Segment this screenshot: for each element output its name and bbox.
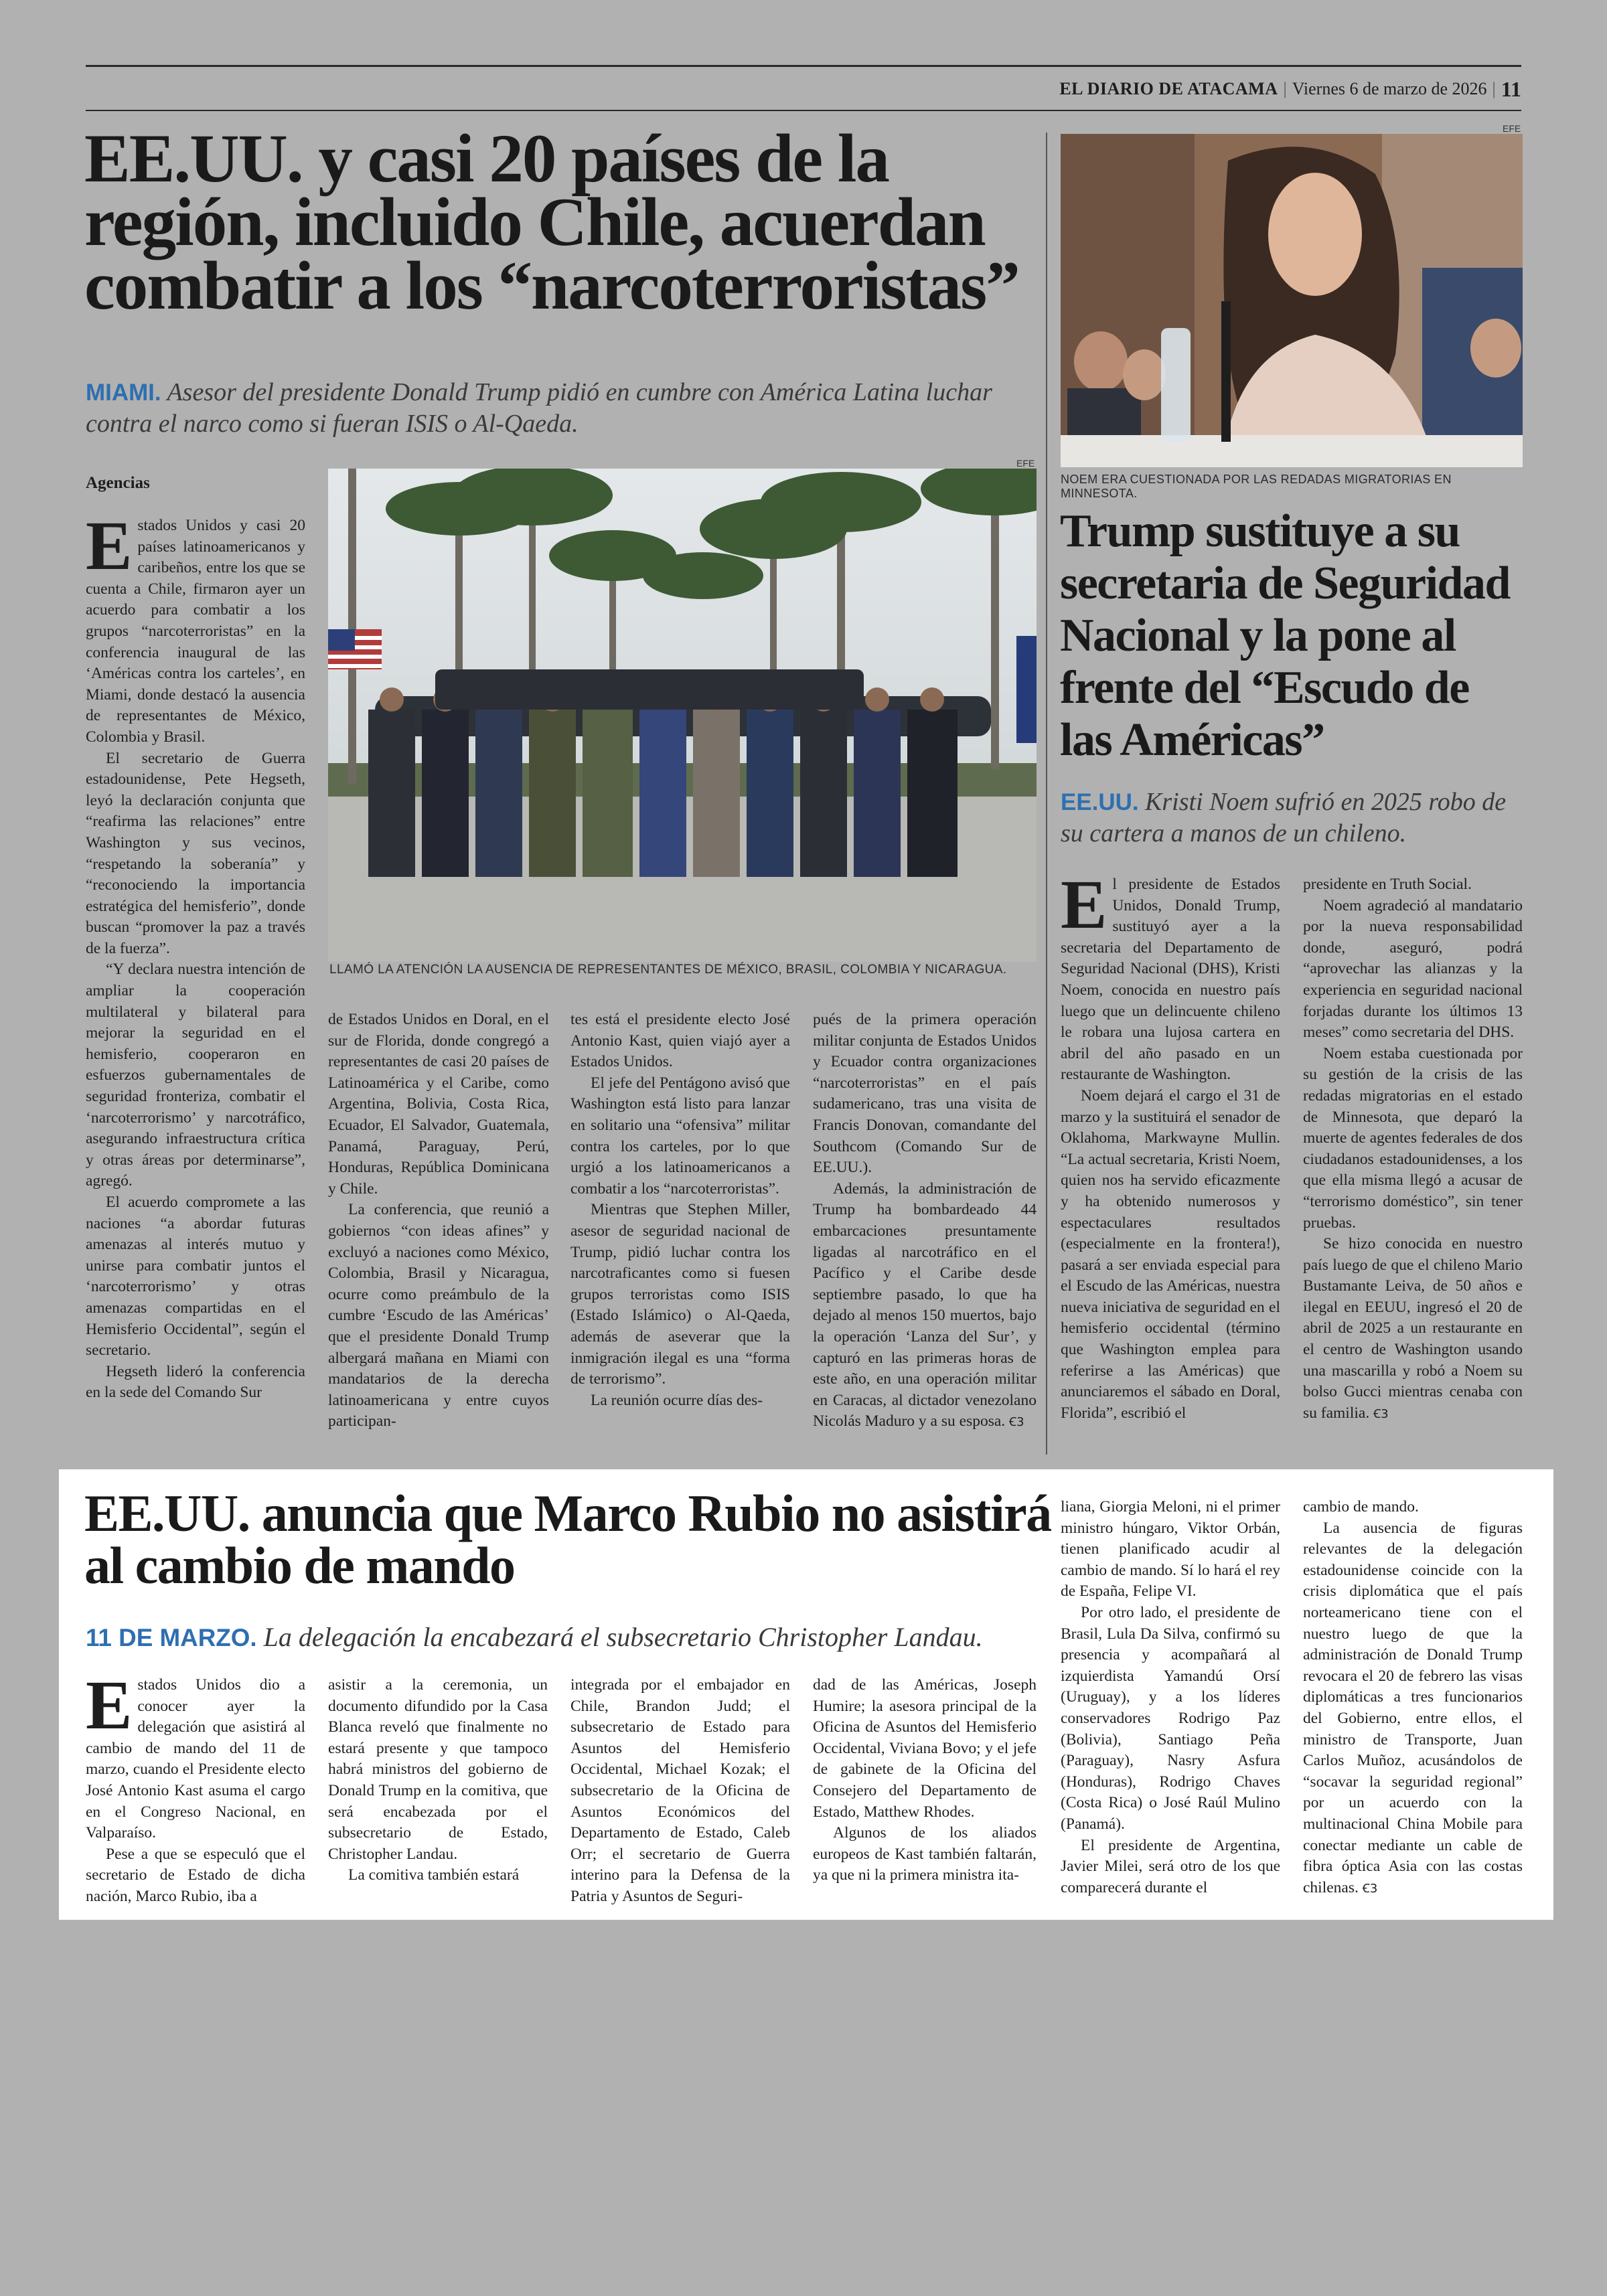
article1-deck-text: Asesor del presidente Donald Trump pidió en cumbre con América Latina luchar contra el narco como si fueran ISIS o Al-Qaeda. — [86, 378, 992, 438]
paragraph — [813, 1179, 1037, 1433]
article3-deck-tag: 11 DE MARZO. — [86, 1624, 257, 1651]
paragraph: asistir a la ceremonia, un documento difundido por la Casa Blanca reveló que finalmente no estará presente y que tampoco habrá ministros del gobierno de Donald Trump en la comitiva, que será encabezada por el subsecretario de Estado, Christopher Landau. — [328, 1676, 548, 1863]
article1-column-1 — [86, 507, 305, 1459]
group-photo-image — [328, 469, 1037, 962]
article3-column-1 — [86, 1667, 305, 1909]
article1-column-4 — [813, 1009, 1037, 1458]
end-mark-icon: Ꞓ3 — [1009, 1415, 1024, 1430]
paragraph: pués de la primera operación militar conjunta de Estados Unidos y Ecuador contra organizaciones “narcoterroristas” en el país sudamericano, tras una visita de Francis Donovan, comandante del Southcom (Comando Sur de EE.UU.). — [813, 1011, 1037, 1177]
article3-deck-text: La delegación la encabezará el subsecretario Christopher Landau. — [263, 1622, 983, 1652]
article3-column-2 — [328, 1675, 548, 1909]
paragraph: El secretario de Guerra estadounidense, Pete Hegseth, leyó la declaración conjunta que “reafirma las relaciones” entre Washington y sus vecinos, “respetando la soberanía” y “reconociendo la importancia estratégica del hemisferio”, donde buscan “promover la paz a través de la fuerza”. — [86, 749, 305, 957]
article2-deck-text: Kristi Noem sufrió en 2025 robo de su cartera a manos de un chileno. — [1061, 788, 1507, 847]
paragraph: “Y declara nuestra intención de ampliar la cooperación multilateral y bilateral para mejorar la seguridad en el hemisferio, cooperaron en esfuerzos gubernamentales de seguridad fronteriza, combatir el ‘narcoterrorismo’ y narcotráfico, asegurando infraestructura crítica y otras áreas por determinarse”, agregó. — [86, 961, 305, 1190]
photo-credit: EFE — [1016, 458, 1035, 469]
article3-deck — [86, 1622, 1090, 1653]
header-separator: | — [1283, 79, 1287, 98]
article3-column-5 — [1061, 1497, 1280, 1912]
paragraph: Noem agradeció al mandatario por la nueva responsabilidad donde, aseguró, podrá “aprovechar las alianzas y la experiencia en seguridad nacional forjadas durante los últimos 13 meses” como secretaria del DHS. — [1303, 896, 1523, 1042]
end-mark-icon: Ꞓ3 — [1373, 1406, 1389, 1421]
paragraph: de Estados Unidos en Doral, en el sur de Florida, donde congregó a representantes de casi 20 países de Latinoamérica y el Caribe, como Argentina, Bolivia, Costa Rica, Ecuador, El Salvador, Guatemala, Panamá, Paraguay, Perú, Honduras, República Dominicana y Chile. — [328, 1011, 549, 1198]
article1-column-3 — [570, 1009, 790, 1458]
paragraph: dad de las Américas, Joseph Humire; la asesora principal de la Oficina de Asuntos del Hemisferio Occidental, Viviana Bovo; y el jefe de gabinete de la Oficina del Consejero del Departamento de Estado, Matthew Rhodes. — [813, 1676, 1037, 1821]
article2-photo-caption: NOEM ERA CUESTIONADA POR LAS REDADAS MIGRATORIAS EN MINNESOTA. — [1061, 473, 1452, 500]
paragraph — [1303, 1234, 1523, 1424]
paragraph: La comitiva también estará — [348, 1866, 520, 1884]
article3-column-3 — [570, 1675, 790, 1909]
paragraph: Noem estaba cuestionada por su gestión de la crisis de las redadas migratorias en el estado de Minnesota, que deparó la muerte de agentes federales de dos ciudadanos estadounidenses, a los que ella misma llegó a acusar de “terrorismo doméstico”, sin tener pruebas. — [1303, 1044, 1523, 1232]
paragraph: El jefe del Pentágono avisó que Washington está listo para lanzar en solitario una “ofensiva” militar contra los carteles, por lo que urgió a los latinoamericanos a combatir a los “narcoterroristas”. — [570, 1074, 790, 1198]
article2-noem-photo — [1061, 134, 1523, 467]
article1-headline: EE.UU. y casi 20 países de la región, incluido Chile, acuerdan combatir a los “narcoterroristas” — [84, 120, 1019, 324]
paragraph: stados Unidos dio a conocer ayer la delegación que asistirá al cambio de mando del 11 de marzo, cuando el Presidente electo José Antonio Kast asuma el cargo en el Congreso Nacional, en Valparaíso. — [86, 1676, 305, 1842]
article3-column-4 — [813, 1675, 1037, 1909]
article1-deck — [86, 377, 1050, 439]
article1-column-2 — [328, 1009, 549, 1458]
article1-group-photo — [328, 469, 1037, 962]
paragraph: cambio de mando. — [1303, 1498, 1419, 1515]
paragraph: l presidente de Estados Unidos, Donald Trump, sustituyó ayer a la secretaria del Departamento de Seguridad Nacional (DHS), Kristi Noem, conocida en nuestro país luego que un delincuente chileno le robara una lujosa cartera en abril del año pasado en un restaurante de Washington. — [1061, 876, 1280, 1084]
article2-column-1 — [1061, 866, 1280, 1457]
paragraph: La conferencia, que reunió a gobiernos “con ideas afines” y excluyó a naciones como México, Colombia, Brasil y Nicaragua, ocurre como preámbulo de la cumbre ‘Escudo de las Américas’ que el presidente Donald Trump albergará mañana en Miami con mandatarios de la derecha latinoamericana y entre cuyos participan- — [328, 1201, 549, 1430]
paragraph: presidente en Truth Social. — [1303, 876, 1472, 893]
page-number: 11 — [1501, 76, 1521, 101]
paragraph: stados Unidos y casi 20 países latinoamericanos y caribeños, entre los que se cuenta a Chile, firmaron ayer un acuerdo para combatir a los grupos “narcoterroristas” en la conferencia inaugural de las ‘Américas contra los carteles’, en Miami, donde destacó la ausencia de representantes de México, Colombia y Brasil. — [86, 517, 305, 746]
paragraph — [1303, 1518, 1523, 1900]
article3-column-6 — [1303, 1497, 1523, 1912]
paragraph-text: Además, la administración de Trump ha bombardeado 44 embarcaciones presuntamente ligadas al narcotráfico en el Pacífico y el Caribe desde septiembre pasado, lo que ha dejado al menos 150 muertos, bajo la operación ‘Lanza del Sur’, y capturó en las primeras horas de este año, en una operación militar en Caracas, al dictador venezolano Nicolás Maduro y a su esposa. — [813, 1179, 1037, 1430]
paragraph: Por otro lado, el presidente de Brasil, Lula Da Silva, confirmó su presencia y acompañará al izquierdista Yamandú Orsí (Uruguay), y a los líderes conservadores Rodrigo Paz (Bolivia), Santiago Peña (Paraguay), Nasry Asfura (Honduras), Rodrigo Chaves (Costa Rica) o José Raúl Mulino (Panamá). — [1061, 1603, 1280, 1833]
paragraph: El acuerdo compromete a las naciones “a abordar futuras amenazas al interés mutuo y unirse para combatir juntos el ‘narcoterrorismo’ y otras amenazas compartidas en el Hemisferio Occidental”, según el secretario. — [86, 1194, 305, 1360]
issue-date: Viernes 6 de marzo de 2026 — [1292, 79, 1487, 98]
photo-credit: EFE — [1503, 123, 1521, 134]
article3-headline: EE.UU. anuncia que Marco Rubio no asistirá al cambio de mando — [84, 1484, 1051, 1594]
newspaper-name: EL DIARIO DE ATACAMA — [1059, 79, 1278, 98]
paragraph: El presidente de Argentina, Javier Milei, será otro de los que comparecerá durante el — [1061, 1836, 1280, 1896]
article2-deck-tag: EE.UU. — [1061, 789, 1139, 815]
paragraph: Algunos de los aliados europeos de Kast también faltarán, ya que ni la primera ministra ita- — [813, 1824, 1037, 1884]
us-flag-icon — [328, 629, 382, 669]
column-divider — [1046, 133, 1047, 1455]
paragraph: tes está el presidente electo José Antonio Kast, quien viajó ayer a Estados Unidos. — [570, 1011, 790, 1071]
page-header — [86, 67, 1521, 111]
article2-deck — [1061, 787, 1523, 849]
dropcap: E — [86, 507, 133, 584]
paragraph: La reunión ocurre días des- — [591, 1391, 763, 1409]
header-rule — [86, 110, 1521, 111]
header-separator: | — [1492, 79, 1496, 98]
end-mark-icon: Ꞓ3 — [1362, 1881, 1378, 1896]
paragraph: Noem dejará el cargo el 31 de marzo y la sustituirá el senador de Oklahoma, Markwayne Mullin. “La actual secretaria, Kristi Noem, quien nos ha servido eficazmente y ha obtenido numerosos y espectaculares resultados (especialmente en la frontera!), pasará a ser enviada especial para el Escudo de las Américas, nuestra nueva iniciativa de seguridad en el hemisferio occidental (término que Washington emplea para referirse a las Américas) que anunciaremos el sábado en Doral, Florida”, escribió el — [1061, 1086, 1280, 1422]
noem-photo-image — [1061, 134, 1523, 467]
paragraph: integrada por el embajador en Chile, Brandon Judd; el subsecretario de Estado para Asuntos del Hemisferio Occidental, Michael Kozak; el subsecretario de la Oficina de Asuntos Económicos del Departamento de Estado, Caleb Orr; el secretario de Guerra interino para la Defensa de la Patria y Asuntos de Seguri- — [570, 1676, 790, 1905]
paragraph: liana, Giorgia Meloni, ni el primer ministro húngaro, Viktor Orbán, tienen planificado acudir al cambio de mando. Sí lo hará el rey de España, Felipe VI. — [1061, 1498, 1280, 1601]
article1-photo-caption: LLAMÓ LA ATENCIÓN LA AUSENCIA DE REPRESENTANTES DE MÉXICO, BRASIL, COLOMBIA Y NICARAGUA. — [329, 963, 1007, 977]
article2-headline: Trump sustituye a su secretaria de Seguridad Nacional y la pone al frente del “Escudo de las Américas” — [1060, 505, 1510, 766]
paragraph: Hegseth lideró la conferencia en la sede del Comando Sur — [86, 1362, 305, 1402]
article1-deck-tag: MIAMI. — [86, 380, 161, 406]
paragraph: Mientras que Stephen Miller, asesor de seguridad nacional de Trump, pidió luchar contra los narcotraficantes como si fuesen grupos terroristas como ISIS (Estado Islámico) o Al-Qaeda, además de aseverar que la inmigración ilegal es una “forma de terrorismo”. — [570, 1201, 790, 1388]
article2-column-2 — [1303, 874, 1523, 1457]
paragraph: Pese a que se especuló que el secretario de Estado de dicha nación, Marco Rubio, iba a — [86, 1845, 305, 1905]
paragraph-text: Se hizo conocida en nuestro país luego de que el chileno Mario Bustamante Leiva, de 50 años e ilegal en EEUU, ingresó el 20 de abril de 2025 a un restaurante en el centro de Washington usando una mascarilla y robó a Noem su bolso Gucci mientras cenaba con su familia. — [1303, 1235, 1523, 1422]
article1-byline: Agencias — [86, 474, 150, 492]
dropcap: E — [86, 1667, 133, 1744]
dropcap: E — [1061, 866, 1107, 943]
paragraph-text: La ausencia de figuras relevantes de la delegación estadounidense coincide con la crisis diplomática que el país norteamericano tiene con el nuestro luego de que la administración de Donald Trump revocara el 20 de febrero las visas diplomáticas a tres funcionarios del Gobierno, entre ellos, el ministro de Transporte, Juan Carlos Muñoz, acusándolos de “socavar la seguridad regional” por un acuerdo con la multinacional China Mobile para conectar mediante un cable de fibra óptica Asia con las costas chilenas. — [1303, 1519, 1523, 1896]
